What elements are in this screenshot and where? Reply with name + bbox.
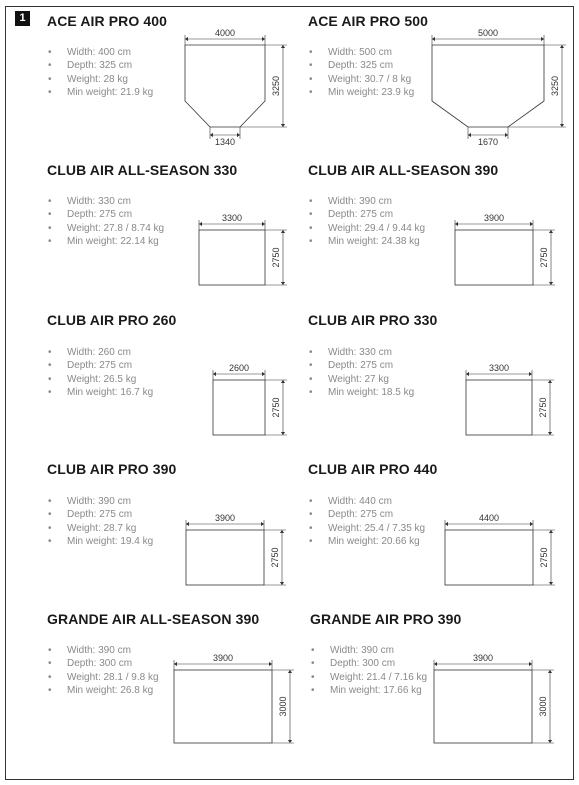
dimension-diagram [450, 200, 575, 295]
spec-list [308, 195, 425, 249]
width-dimension-label: 3300 [221, 213, 243, 223]
arrow-head [529, 662, 532, 666]
arrow-head [549, 282, 553, 285]
arrow-head [505, 133, 508, 137]
arrow-head [432, 37, 435, 41]
arrow-head [281, 45, 285, 48]
spec-item: • Weight: 29.4 / 9.44 kg [308, 222, 425, 235]
arrow-head [185, 37, 188, 41]
arrow-head [288, 670, 292, 673]
arrow-head [455, 222, 458, 226]
arrow-head [548, 740, 552, 743]
dimension-diagram [160, 30, 310, 150]
spec-item: • Weight: 30.7 / 8 kg [308, 73, 414, 86]
spec-item: • Depth: 300 cm [47, 657, 159, 670]
spec-item: • Width: 500 cm [308, 46, 414, 59]
arrow-head [199, 222, 202, 226]
spec-item: • Weight: 21.4 / 7.16 kg [310, 671, 427, 684]
spec-item: • Width: 260 cm [47, 346, 153, 359]
depth-dimension-label: 2750 [539, 247, 549, 268]
arrow-head [281, 124, 285, 127]
arrow-head [281, 432, 285, 435]
depth-dimension-label: 2750 [271, 397, 281, 418]
depth-dimension-label: 2750 [271, 247, 281, 268]
spec-item: • Weight: 28.1 / 9.8 kg [47, 671, 159, 684]
dimension-diagram [440, 500, 575, 595]
arrow-head [434, 662, 437, 666]
dimension-diagram [190, 200, 310, 295]
arrow-head [548, 670, 552, 673]
arrow-head [281, 230, 285, 233]
spec-item: • Min weight: 24.38 kg [308, 235, 425, 248]
depth-dimension-label: 2750 [539, 547, 549, 568]
spec-item: • Width: 390 cm [47, 644, 159, 657]
spec-list [310, 644, 427, 698]
tent-outline [455, 230, 533, 285]
width-dimension-label: 3900 [214, 513, 236, 523]
spec-list [47, 195, 164, 249]
spec-item: • Min weight: 16.7 kg [47, 386, 153, 399]
arrow-head [269, 662, 272, 666]
product-title: ACE AIR PRO 500 [308, 13, 429, 29]
tent-outline [174, 670, 272, 743]
spec-list [47, 644, 159, 698]
arrow-head [174, 662, 177, 666]
spec-item: • Depth: 275 cm [308, 508, 425, 521]
arrow-head [560, 124, 564, 127]
spec-item: • Depth: 275 cm [308, 208, 425, 221]
bottom-dimension-label: 1670 [477, 137, 499, 147]
arrow-head [541, 37, 544, 41]
tent-outline [199, 230, 265, 285]
width-dimension-label: 3300 [488, 363, 510, 373]
spec-item: • Weight: 27.8 / 8.74 kg [47, 222, 164, 235]
arrow-head [530, 522, 533, 526]
arrow-head [210, 133, 213, 137]
depth-dimension-label: 3000 [538, 696, 548, 717]
dimension-diagram [180, 500, 310, 595]
product-title: CLUB AIR PRO 260 [47, 312, 177, 328]
arrow-head [262, 222, 265, 226]
width-dimension-label: 5000 [477, 28, 499, 38]
width-dimension-label: 3900 [483, 213, 505, 223]
arrow-head [548, 432, 552, 435]
spec-item: • Width: 400 cm [47, 46, 153, 59]
width-dimension-label: 4400 [478, 513, 500, 523]
depth-dimension-label: 3250 [550, 75, 560, 97]
arrow-head [549, 230, 553, 233]
spec-item: • Width: 390 cm [47, 495, 153, 508]
depth-dimension-label: 2750 [270, 547, 280, 568]
spec-item: • Min weight: 18.5 kg [308, 386, 414, 399]
spec-item: • Depth: 325 cm [47, 59, 153, 72]
spec-item: • Min weight: 20.66 kg [308, 535, 425, 548]
arrow-head [281, 282, 285, 285]
spec-list [47, 346, 153, 400]
spec-item: • Width: 330 cm [308, 346, 414, 359]
arrow-head [213, 372, 216, 376]
spec-item: • Depth: 275 cm [47, 508, 153, 521]
depth-dimension-label: 2750 [538, 397, 548, 418]
arrow-head [281, 380, 285, 383]
spec-item: • Depth: 300 cm [310, 657, 427, 670]
arrow-head [560, 45, 564, 48]
arrow-head [530, 222, 533, 226]
arrow-head [288, 740, 292, 743]
spec-item: • Width: 440 cm [308, 495, 425, 508]
spec-item: • Depth: 275 cm [47, 359, 153, 372]
product-title: CLUB AIR PRO 330 [308, 312, 438, 328]
arrow-head [261, 522, 264, 526]
arrow-head [468, 133, 471, 137]
spec-item: • Weight: 28.7 kg [47, 522, 153, 535]
product-title: GRANDE AIR PRO 390 [310, 611, 462, 627]
spec-item: • Weight: 28 kg [47, 73, 153, 86]
tent-outline [445, 530, 533, 585]
width-dimension-label: 3900 [472, 653, 494, 663]
arrow-head [549, 530, 553, 533]
product-title: CLUB AIR ALL-SEASON 390 [308, 162, 499, 178]
arrow-head [262, 372, 265, 376]
product-title: GRANDE AIR ALL-SEASON 390 [47, 611, 260, 627]
spec-item: • Min weight: 17.66 kg [310, 684, 427, 697]
spec-list [308, 495, 425, 549]
bottom-dimension-label: 1340 [214, 137, 236, 147]
spec-item: • Depth: 275 cm [47, 208, 164, 221]
spec-list [47, 495, 153, 549]
arrow-head [280, 582, 284, 585]
arrow-head [262, 37, 265, 41]
spec-item: • Min weight: 26.8 kg [47, 684, 159, 697]
product-title: CLUB AIR PRO 390 [47, 461, 177, 477]
spec-item: • Weight: 26.5 kg [47, 373, 153, 386]
arrow-head [548, 380, 552, 383]
tent-outline [466, 380, 532, 435]
spec-item: • Depth: 275 cm [308, 359, 414, 372]
tent-outline [432, 45, 544, 127]
tent-outline [213, 380, 265, 435]
tent-outline [434, 670, 532, 743]
dimension-diagram [168, 640, 310, 755]
width-dimension-label: 3900 [212, 653, 234, 663]
arrow-head [186, 522, 189, 526]
arrow-head [529, 372, 532, 376]
spec-list [308, 346, 414, 400]
spec-item: • Weight: 25.4 / 7.35 kg [308, 522, 425, 535]
arrow-head [445, 522, 448, 526]
spec-list [47, 46, 153, 100]
tent-outline [186, 530, 264, 585]
product-title: CLUB AIR ALL-SEASON 330 [47, 162, 238, 178]
spec-item: • Min weight: 23.9 kg [308, 86, 414, 99]
page-number-badge: 1 [15, 11, 30, 26]
spec-item: • Min weight: 19.4 kg [47, 535, 153, 548]
dimension-diagram [428, 640, 575, 755]
spec-item: • Width: 330 cm [47, 195, 164, 208]
arrow-head [466, 372, 469, 376]
spec-item: • Min weight: 21.9 kg [47, 86, 153, 99]
spec-item: • Depth: 325 cm [308, 59, 414, 72]
product-title: CLUB AIR PRO 440 [308, 461, 438, 477]
arrow-head [549, 582, 553, 585]
arrow-head [237, 133, 240, 137]
width-dimension-label: 4000 [214, 28, 236, 38]
spec-item: • Width: 390 cm [308, 195, 425, 208]
dimension-diagram [420, 30, 575, 150]
dimension-diagram [460, 350, 575, 445]
product-title: ACE AIR PRO 400 [47, 13, 168, 29]
arrow-head [280, 530, 284, 533]
spec-item: • Width: 390 cm [310, 644, 427, 657]
tent-outline [185, 45, 265, 127]
spec-list [308, 46, 414, 100]
spec-item: • Weight: 27 kg [308, 373, 414, 386]
depth-dimension-label: 3250 [271, 75, 281, 97]
spec-item: • Min weight: 22.14 kg [47, 235, 164, 248]
dimension-diagram [205, 350, 310, 445]
width-dimension-label: 2600 [228, 363, 250, 373]
depth-dimension-label: 3000 [278, 696, 288, 717]
